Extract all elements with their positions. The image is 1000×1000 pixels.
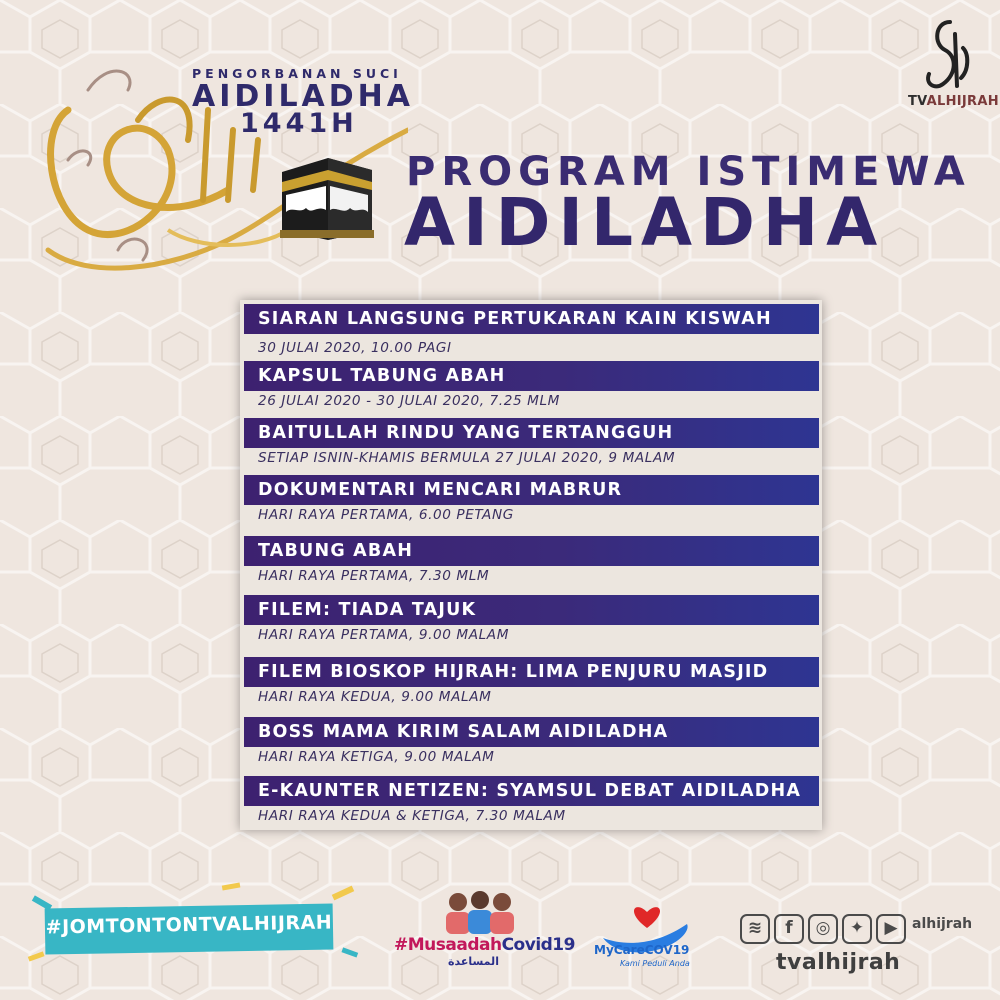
schedule-title-bar <box>244 595 819 625</box>
schedule-title-bar <box>244 717 819 747</box>
schedule-title: BOSS MAMA KIRIM SALAM AIDILADHA <box>258 722 669 742</box>
facebook-icon[interactable]: f <box>774 914 804 944</box>
schedule-title-bar <box>244 304 819 334</box>
alhijrah-brand: alhijrah <box>912 916 973 932</box>
tagline: PENGORBANAN SUCI <box>192 66 402 81</box>
schedule-title: FILEM: TIADA TAJUK <box>258 600 477 620</box>
tag-title: AIDILADHA <box>192 79 415 114</box>
schedule-time: 26 JULAI 2020 - 30 JULAI 2020, 7.25 MLM <box>258 393 560 409</box>
schedule-title-bar <box>244 657 819 687</box>
schedule-panel <box>240 300 822 830</box>
schedule-title: SIARAN LANGSUNG PERTUKARAN KAIN KISWAH <box>258 309 772 329</box>
schedule-time: HARI RAYA PERTAMA, 7.30 MLM <box>258 568 490 584</box>
title-line-1: PROGRAM ISTIMEWA <box>406 149 971 195</box>
schedule-title: DOKUMENTARI MENCARI MABRUR <box>258 480 623 500</box>
musaadah-label: #MusaadahCovid19 <box>394 935 575 955</box>
schedule-title: TABUNG ABAH <box>258 541 414 561</box>
schedule-time: SETIAP ISNIN-KHAMIS BERMULA 27 JULAI 2020, 9 MALAM <box>258 450 676 466</box>
mycare-label: MyCareCOV19 <box>594 943 690 957</box>
tag-year: 1441H <box>240 108 358 139</box>
schedule-time: HARI RAYA KEDUA & KETIGA, 7.30 MALAM <box>258 808 566 824</box>
spotify-icon[interactable]: ≋ <box>740 914 770 944</box>
social-handle[interactable]: tvalhijrah <box>776 950 901 975</box>
title-line-2: AIDILADHA <box>404 184 886 261</box>
musaadah-arabic: المساعدة <box>448 955 499 968</box>
youtube-icon[interactable]: ▶ <box>876 914 906 944</box>
mycare-sublabel: Kami Peduli Anda <box>620 959 690 968</box>
kaaba-icon <box>272 150 380 242</box>
schedule-title: KAPSUL TABUNG ABAH <box>258 366 506 386</box>
schedule-title: E-KAUNTER NETIZEN: SYAMSUL DEBAT AIDILADHA <box>258 781 802 801</box>
hashtag-text: #JOMTONTONTVALHIJRAH <box>45 911 333 939</box>
schedule-title-bar <box>244 776 819 806</box>
schedule-time: HARI RAYA KEDUA, 9.00 MALAM <box>258 689 492 705</box>
schedule-time: HARI RAYA KETIGA, 9.00 MALAM <box>258 749 495 765</box>
instagram-icon[interactable]: ◎ <box>808 914 838 944</box>
hashtag-banner <box>45 903 334 954</box>
schedule-time: HARI RAYA PERTAMA, 9.00 MALAM <box>258 627 510 643</box>
logo-wordmark: TVALHIJRAH <box>908 94 999 109</box>
twitter-icon[interactable]: ✦ <box>842 914 872 944</box>
schedule-title-bar <box>244 418 819 448</box>
schedule-title: BAITULLAH RINDU YANG TERTANGGUH <box>258 423 674 443</box>
schedule-time: HARI RAYA PERTAMA, 6.00 PETANG <box>258 507 514 523</box>
schedule-time: 30 JULAI 2020, 10.00 PAGI <box>258 340 452 356</box>
schedule-title-bar <box>244 536 819 566</box>
schedule-title-bar <box>244 361 819 391</box>
schedule-title: FILEM BIOSKOP HIJRAH: LIMA PENJURU MASJID <box>258 662 769 682</box>
schedule-title-bar <box>244 475 819 505</box>
